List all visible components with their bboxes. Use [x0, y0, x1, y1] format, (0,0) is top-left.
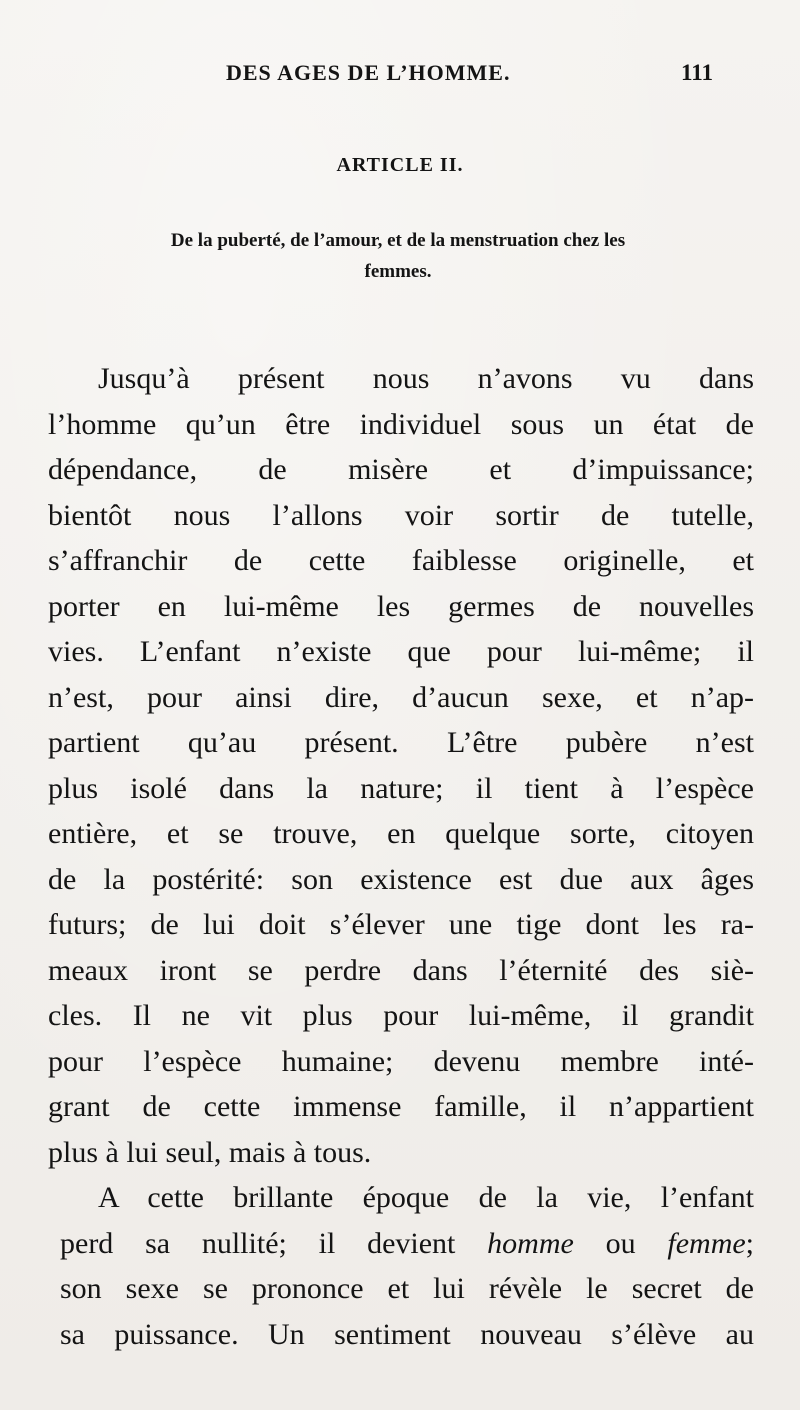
text-line: n’est, pour ainsi dire, d’aucun sexe, et n’ap- [48, 680, 754, 714]
text-line: pour l’espèce humaine; devenu membre inté- [48, 1044, 754, 1078]
text-line: sa puissance. Un sentiment nouveau s’élève au [60, 1317, 754, 1351]
text-line: de la postérité: son existence est due aux âges [48, 862, 754, 896]
text-fragment: perd sa nullité; il devient [60, 1226, 488, 1260]
body-text [48, 358, 754, 1359]
article-subtitle [60, 225, 736, 287]
text-line: l’homme qu’un être individuel sous un état de [48, 407, 754, 441]
text-line: porter en lui-même les germes de nouvelles [48, 589, 754, 623]
article-subtitle-line-1: De la puberté, de l’amour, et de la menstruation chez les [170, 230, 626, 251]
text-line: A cette brillante époque de la vie, l’enfant [98, 1181, 754, 1214]
text-line: entière, et se trouve, en quelque sorte, citoyen [48, 817, 754, 850]
text-line: vies. L’enfant n’existe que pour lui-même; il [48, 635, 754, 668]
paragraph-1 [48, 358, 754, 1177]
text-line: Jusqu’à présent nous n’avons vu dans [98, 362, 754, 395]
text-line: plus isolé dans la nature; il tient à l’espèce [48, 771, 754, 805]
running-head [0, 60, 800, 94]
text-line [48, 1223, 754, 1269]
text-line: son sexe se prononce et lui révèle le secret de [60, 1272, 754, 1305]
text-line: s’affranchir de cette faiblesse originelle, et [48, 544, 754, 577]
text-line: plus à lui seul, mais à tous. [48, 1135, 372, 1169]
text-line: bientôt nous l’allons voir sortir de tutelle, [48, 498, 754, 532]
text-line: grant de cette immense famille, il n’appartient [48, 1090, 754, 1123]
text-line: cles. Il ne vit plus pour lui-même, il grandit [48, 999, 754, 1032]
text-line: dépendance, de misère et d’impuissance; [48, 453, 754, 486]
page-number: 111 [681, 60, 713, 85]
running-title: DES AGES DE L’HOMME. [226, 60, 511, 85]
paragraph-2 [48, 1177, 754, 1359]
text-line: meaux iront se perdre dans l’éternité des siè- [48, 953, 754, 987]
text-fragment: ou [573, 1226, 668, 1260]
text-fragment: ; [745, 1226, 755, 1260]
text-line: partient qu’au présent. L’être pubère n’est [48, 726, 754, 759]
text-line: futurs; de lui doit s’élever une tige dont les ra- [48, 908, 754, 941]
article-heading: ARTICLE II. [336, 154, 464, 176]
italic-word-homme: homme [487, 1226, 574, 1260]
italic-word-femme: femme [667, 1226, 746, 1260]
article-subtitle-line-2: femmes. [364, 261, 432, 282]
